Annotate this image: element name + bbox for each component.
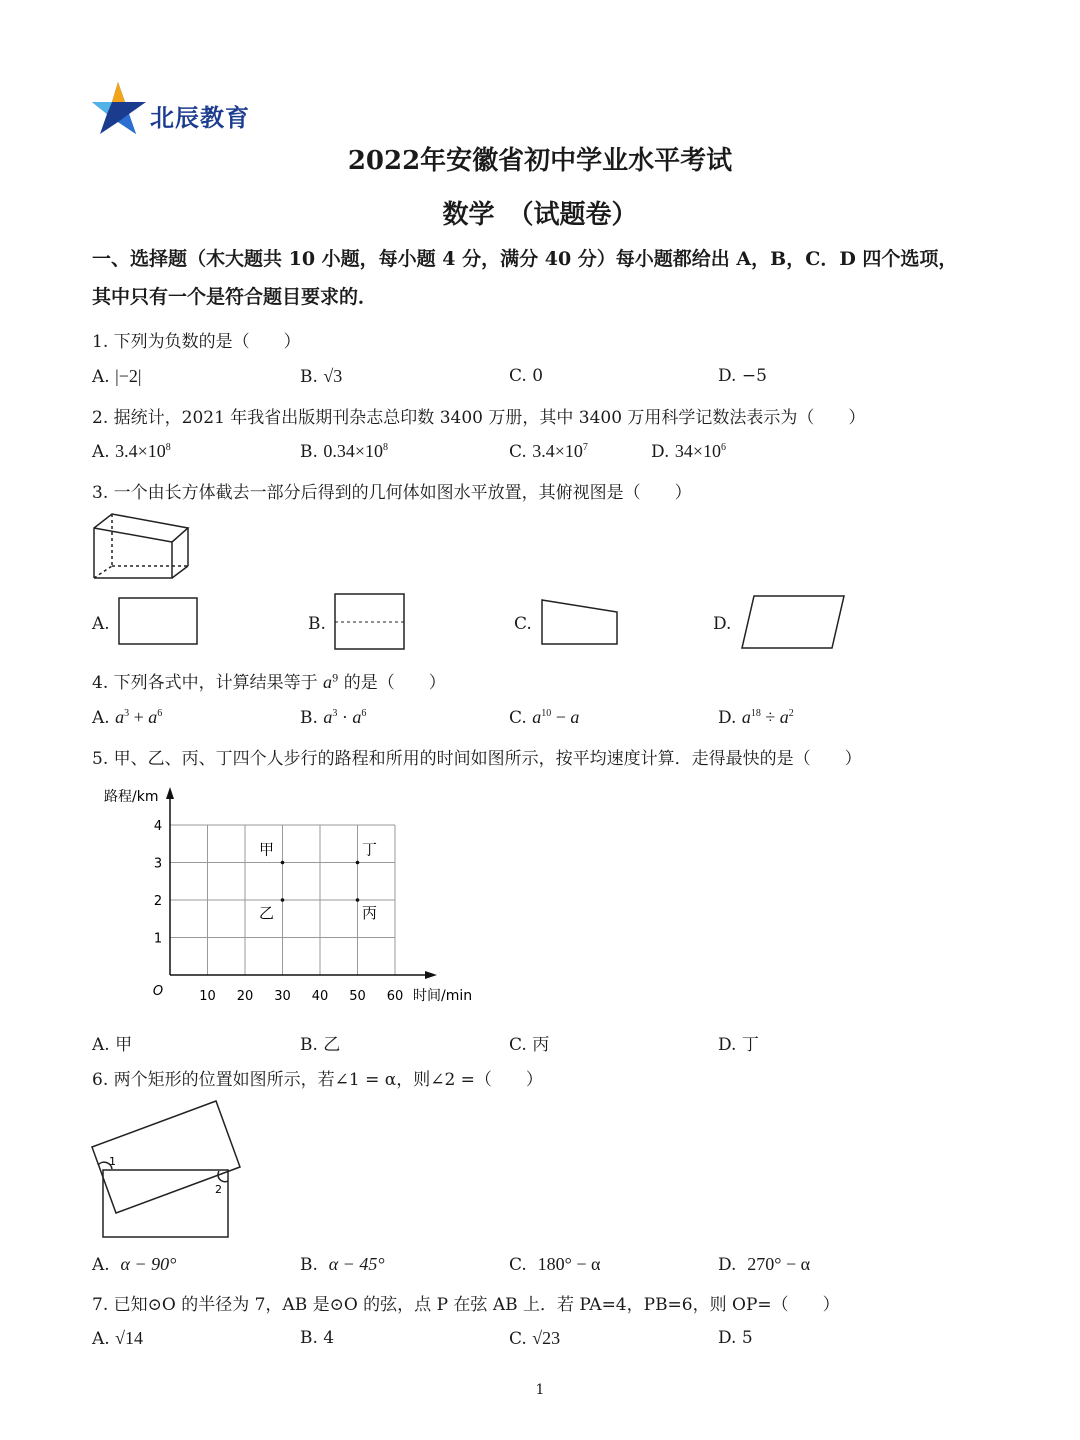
q7-option-d[interactable]: D. 5: [718, 1328, 753, 1348]
data-point-label: 丙: [361, 904, 378, 922]
origin-label: O: [152, 984, 164, 999]
star-logo-icon: [92, 80, 152, 136]
section-heading-line1: 一、选择题（木大题共 10 小题，每小题 4 分，满分 40 分）每小题都给出 A，B，C．D 四个选项，: [92, 248, 958, 270]
q4-option-a[interactable]: A. $a^3 + a^6$: [92, 707, 163, 728]
q2-option-b[interactable]: B. $0.34\times 10^8$: [300, 441, 388, 462]
q5-distance-time-chart: [92, 780, 492, 1010]
q3-option-b[interactable]: B.: [308, 614, 326, 634]
q1-option-a[interactable]: A. |−2|: [92, 366, 142, 387]
section-heading: [92, 240, 992, 316]
q2-option-a[interactable]: A. $3.4\times 10^8$: [92, 441, 171, 462]
x-tick-label: 50: [349, 989, 366, 1004]
x-tick-label: 40: [311, 989, 329, 1004]
q3-option-d[interactable]: D.: [713, 614, 732, 634]
question-6-stem: 6. 两个矩形的位置如图所示，若∠1 = α，则∠2 =（ ）: [92, 1070, 543, 1090]
q1-option-b[interactable]: B. √3: [300, 366, 343, 387]
q2-option-d[interactable]: D. $34\times 10^6$: [651, 441, 726, 462]
q3-option-a[interactable]: A.: [92, 614, 110, 634]
question-4-stem: 4. 下列各式中，计算结果等于 $a^9$ 的是（ ）: [92, 672, 446, 693]
q5-option-a[interactable]: A. 甲: [92, 1035, 133, 1055]
q6-rectangles-figure: [88, 1095, 248, 1245]
q3-option-b-figure[interactable]: [334, 593, 406, 651]
data-point: [356, 898, 360, 902]
q6-option-c[interactable]: C. 180° − α: [509, 1254, 601, 1275]
x-tick-label: 20: [236, 989, 254, 1004]
y-axis-label: 路程/km: [104, 789, 159, 805]
q6-angle-2-label: 2: [215, 1183, 222, 1196]
question-3-stem: 3. 一个由长方体截去一部分后得到的几何体如图水平放置，其俯视图是（ ）: [92, 483, 692, 503]
question-1-stem: 1. 下列为负数的是（ ）: [92, 332, 301, 352]
exam-title: 2022年安徽省初中学业水平考试: [347, 146, 733, 176]
q7-option-c[interactable]: C. √23: [509, 1328, 561, 1349]
question-7-stem: 7. 已知⊙O 的半径为 7，AB 是⊙O 的弦，点 P 在弦 AB 上．若 PA=4，PB=6，则 OP=（ ）: [92, 1295, 840, 1315]
x-tick-label: 10: [199, 989, 216, 1004]
q2-option-c[interactable]: C. $3.4\times 10^7$: [509, 441, 588, 462]
y-tick-label: 1: [153, 931, 163, 947]
data-point-label: 乙: [258, 904, 275, 922]
q5-option-c[interactable]: C. 丙: [509, 1035, 550, 1055]
q4-option-b[interactable]: B. $a^3 \cdot a^6$: [300, 707, 367, 728]
q1-option-c[interactable]: C. 0: [509, 366, 544, 386]
q1-option-d[interactable]: D. −5: [718, 366, 767, 386]
q4-option-d[interactable]: D. $a^{18} \div a^2$: [718, 707, 794, 728]
data-point: [281, 898, 285, 902]
q1-option-a-math: |−2|: [115, 366, 142, 386]
q6-option-d[interactable]: D. 270° − α: [718, 1254, 811, 1275]
data-point-label: 甲: [258, 840, 275, 859]
q3-option-c[interactable]: C.: [514, 614, 532, 634]
q5-option-d[interactable]: D. 丁: [718, 1035, 759, 1055]
y-tick-label: 2: [153, 894, 163, 909]
section-heading-line2: 其中只有一个是符合题目要求的．: [92, 286, 378, 308]
y-tick-label: 3: [153, 856, 163, 872]
page-number: 1: [535, 1382, 545, 1398]
data-point: [281, 861, 285, 865]
q3-option-a-figure[interactable]: [118, 597, 200, 647]
q6-option-b[interactable]: B. α − 45°: [300, 1254, 385, 1275]
q4-option-c[interactable]: C. $a^{10} - a$: [509, 707, 580, 728]
data-point-label: 丁: [361, 840, 378, 859]
q5-option-b[interactable]: B. 乙: [300, 1035, 341, 1055]
q6-option-a[interactable]: A. α − 90°: [92, 1254, 177, 1275]
question-5-stem: 5. 甲、乙、丙、丁四个人步行的路程和所用的时间如图所示，按平均速度计算．走得最快的是（ ）: [92, 749, 862, 769]
q3-solid-figure: [90, 510, 190, 582]
q3-option-d-figure[interactable]: [740, 594, 846, 650]
q7-option-b[interactable]: B. 4: [300, 1328, 335, 1348]
q1-option-b-math: √3: [323, 366, 343, 386]
q7-option-a[interactable]: A. √14: [92, 1328, 143, 1349]
y-tick-label: 4: [153, 819, 163, 834]
q3-option-c-figure[interactable]: [540, 598, 620, 648]
brand-name: 北辰教育: [150, 104, 250, 132]
x-tick-label: 60: [386, 989, 404, 1004]
data-point: [356, 861, 360, 865]
x-tick-label: 30: [274, 989, 291, 1004]
x-axis-label: 时间/min: [413, 988, 473, 1004]
x-axis-arrow-icon: [425, 971, 437, 979]
exam-subtitle: 数学 （试题卷）: [442, 200, 638, 230]
q6-angle-1-label: 1: [109, 1155, 116, 1168]
y-axis-arrow-icon: [166, 787, 174, 799]
question-2-stem: 2. 据统计，2021 年我省出版期刊杂志总印数 3400 万册，其中 3400 万用科学记数法表示为（ ）: [92, 408, 866, 428]
